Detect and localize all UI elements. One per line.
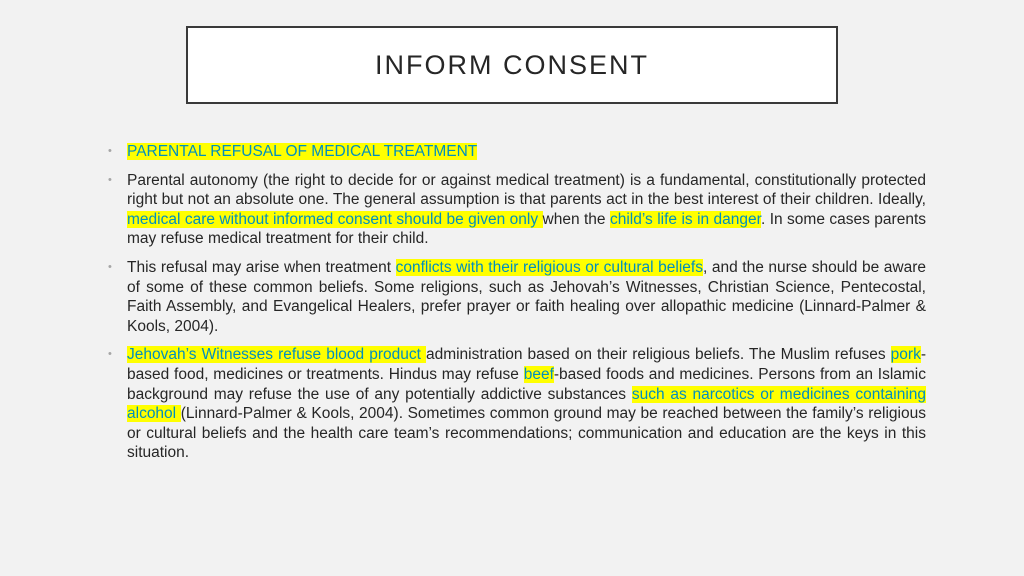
- paragraph-text: Parental autonomy (the right to decide for or against medical treatment) is a fundamental, constitutionally protected right but not an absolute one. The general assumption is that parents act in the best interest of their children. Ideally,: [127, 171, 926, 209]
- paragraph-text: administration based on their religious beliefs. The Muslim refuses: [425, 346, 891, 364]
- bullet-icon: •: [108, 348, 112, 361]
- paragraph-text: This refusal may arise when treatment: [127, 258, 396, 276]
- highlighted-text: pork: [890, 346, 921, 364]
- list-item: [108, 345, 926, 463]
- highlighted-text: medical care without informed consent should be given only: [127, 210, 543, 228]
- highlighted-text: child’s life is in danger: [609, 210, 761, 228]
- content-list: [108, 142, 926, 472]
- paragraph-text: . In some cases parents may refuse medical treatment for their child.: [127, 210, 927, 248]
- slide-title: INFORM CONSENT: [375, 49, 649, 80]
- highlighted-text: Jehovah’s Witnesses refuse blood product: [127, 346, 426, 364]
- paragraph-text: (Linnard-Palmer & Kools, 2004). Sometimes common ground may be reached between the family’s religious or cultural beliefs and the health care team’s recommendations; communication and education are the keys in this situation.: [127, 405, 926, 462]
- bullet-icon: •: [108, 145, 112, 157]
- paragraph-text: -based food, medicines or treatments. Hindus may refuse: [127, 346, 926, 383]
- paragraph-text: , and the nurse should be aware of some of these common beliefs. Some religions, such as Jehovah’s Witnesses, Christian Science, Pentecostal, Faith Assembly, and Evangelical Healers, prefer prayer or faith healing over allopathic medicine (Linnard-Palmer & Kools, 2004).: [127, 258, 926, 335]
- highlighted-text: such as narcotics or medicines containing alcohol: [127, 385, 926, 423]
- bullet-icon: •: [108, 173, 112, 186]
- highlighted-text: beef: [523, 365, 554, 383]
- highlighted-text: conflicts with their religious or cultural beliefs: [395, 258, 703, 276]
- paragraph-text: -based foods and medicines. Persons from an Islamic background may refuse the use of any potentially addictive substances: [127, 365, 926, 403]
- section-heading: PARENTAL REFUSAL OF MEDICAL TREATMENT: [127, 143, 478, 160]
- list-item: [108, 258, 926, 336]
- paragraph-text: when the: [542, 210, 610, 228]
- list-item: [108, 142, 926, 162]
- list-item: [108, 171, 926, 249]
- title-box: [186, 26, 838, 104]
- bullet-icon: •: [108, 260, 112, 273]
